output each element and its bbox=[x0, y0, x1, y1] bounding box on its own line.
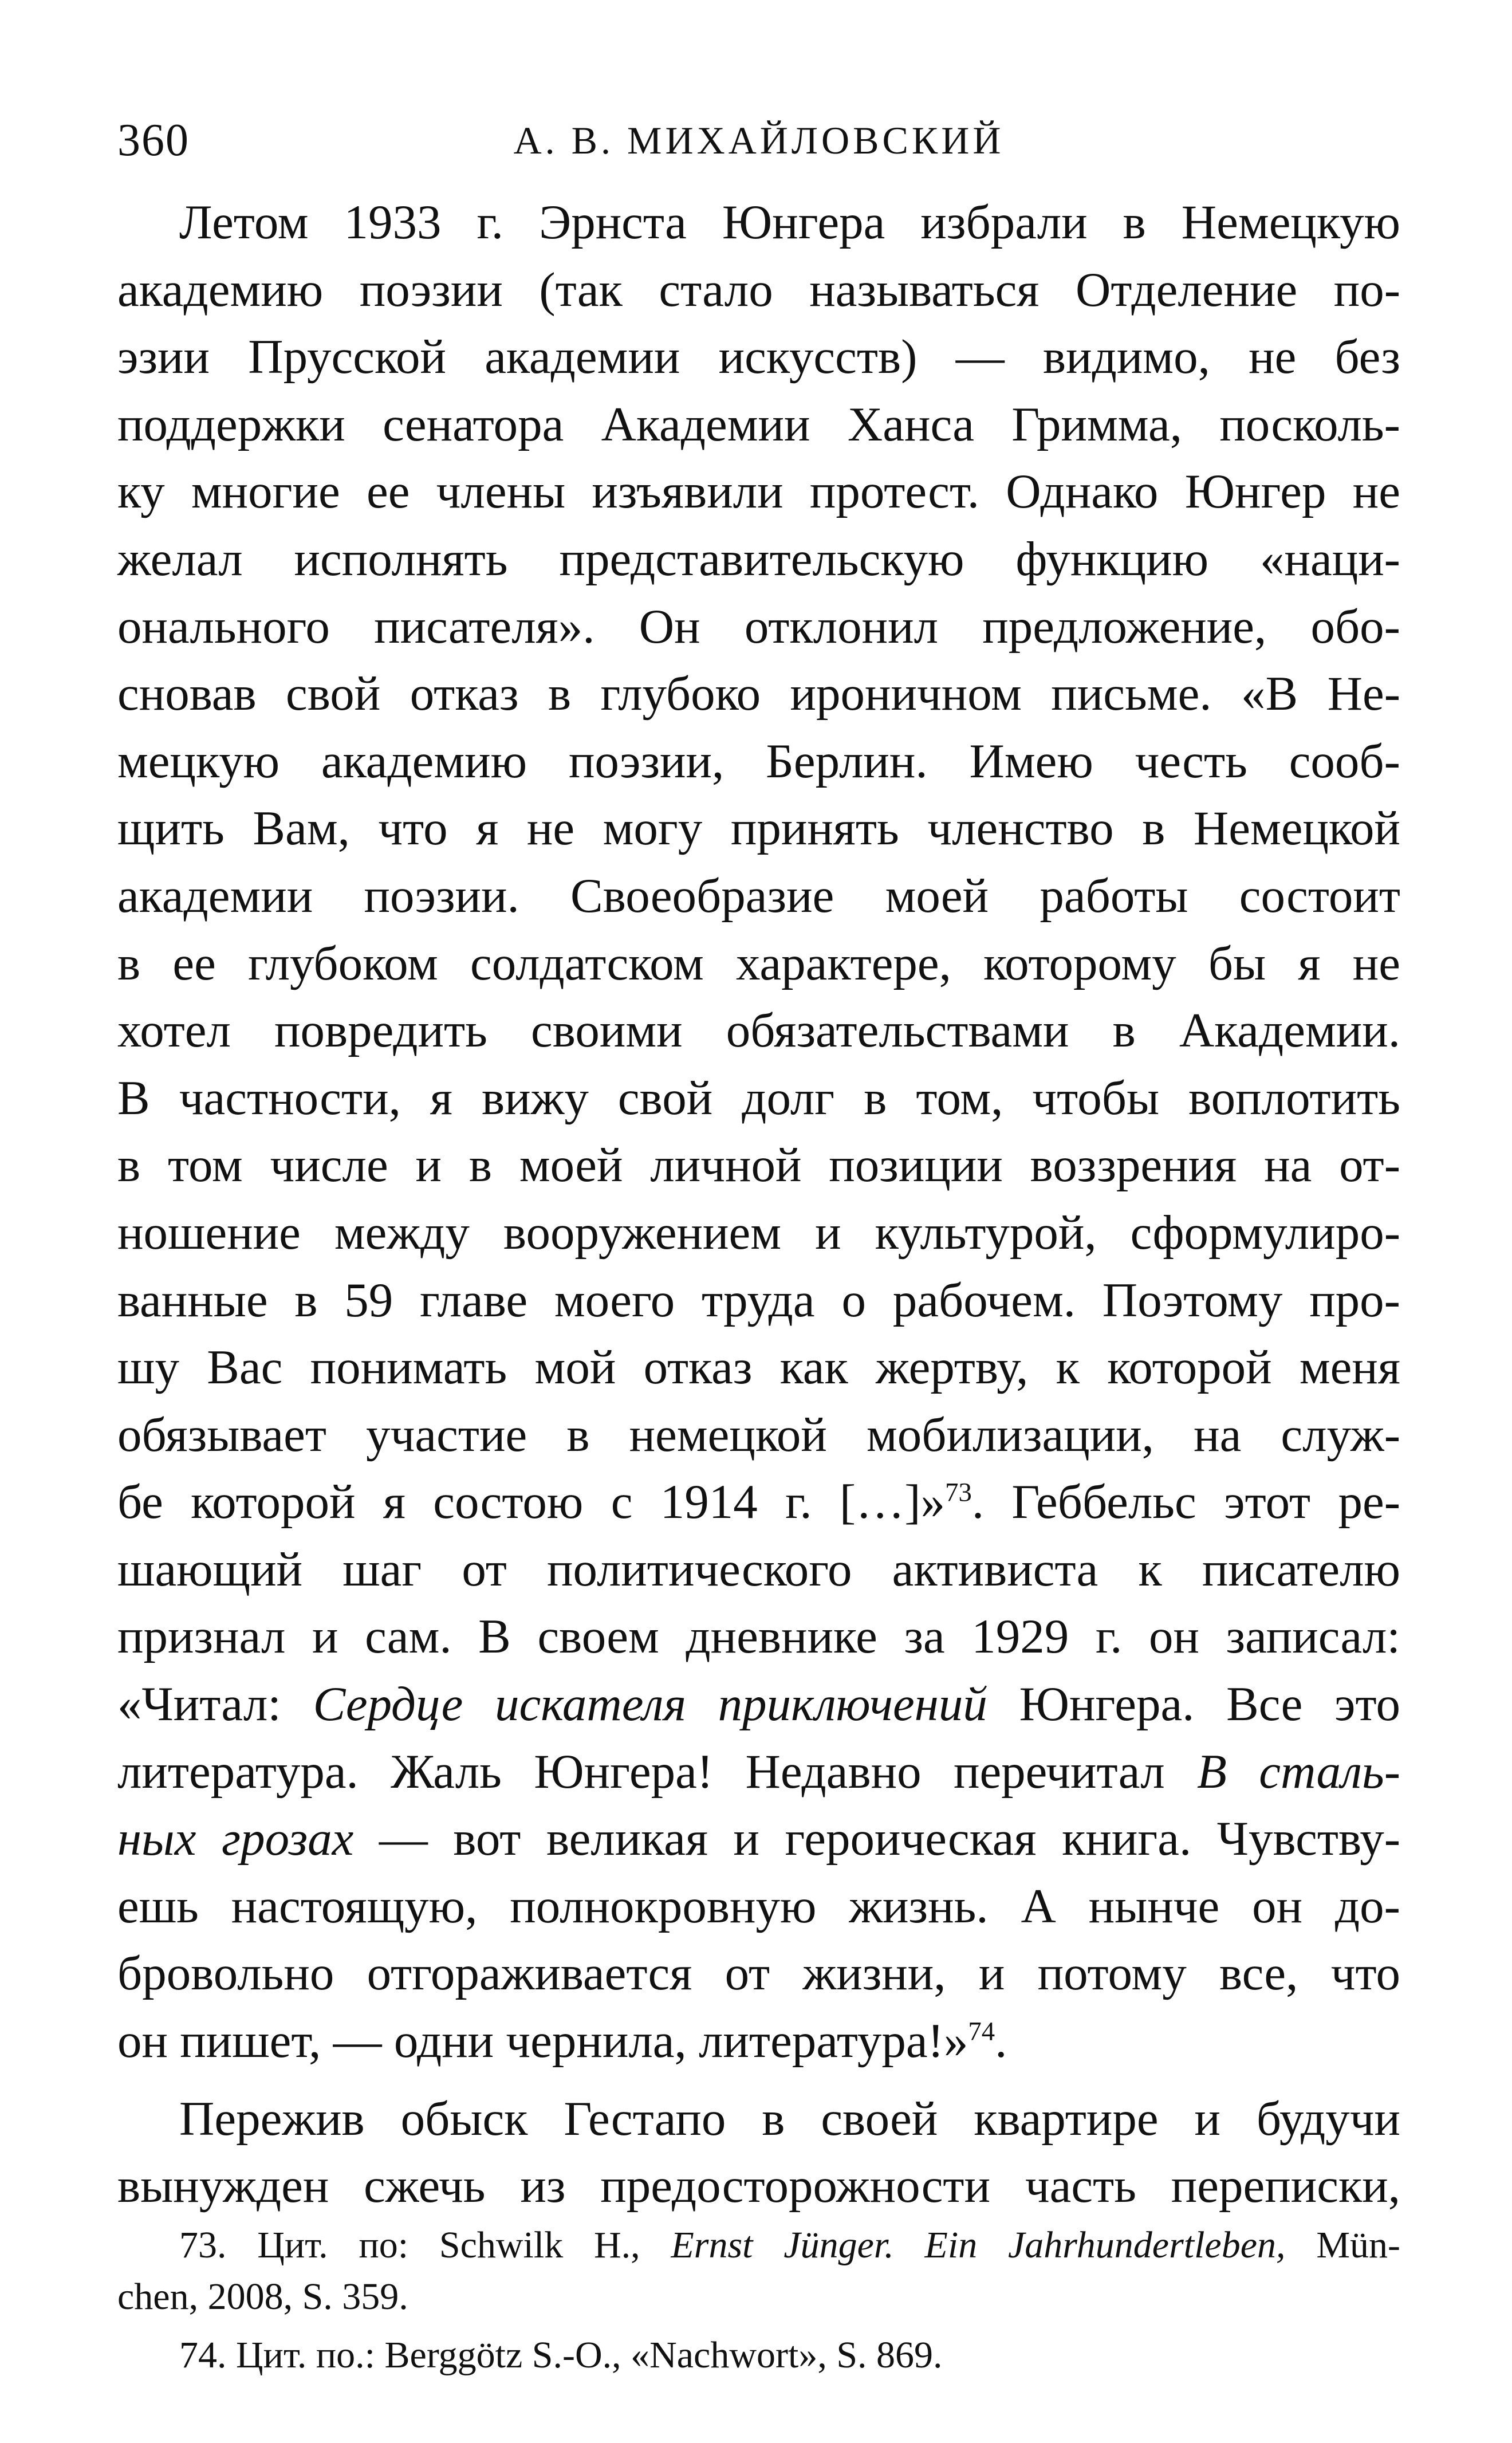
footnote-ref-74: 74 bbox=[968, 2016, 995, 2047]
text-line: мецкую академию поэзии, Берлин. Имею честь сооб- bbox=[117, 734, 1400, 788]
book-title: Сердце искателя приключений bbox=[313, 1677, 987, 1732]
footnote-74: 74. Цит. по.: Berggötz S.-O., «Nachwort», S. 869. bbox=[179, 2334, 943, 2376]
text-line bbox=[117, 1671, 1400, 1738]
page-header bbox=[117, 109, 1400, 172]
text-line: ванные в 59 главе моего труда о рабочем. Поэтому про- bbox=[117, 1273, 1400, 1327]
text-line: Летом 1933 г. Эрнста Юнгера избрали в Немецкую bbox=[179, 195, 1400, 249]
page-number: 360 bbox=[117, 115, 190, 166]
text-line: Пережив обыск Гестапо в своей квартире и будучи bbox=[179, 2091, 1400, 2146]
text-line: ношение между вооружением и культурой, сформулиро- bbox=[117, 1205, 1400, 1260]
text-line: онального писателя». Он отклонил предложение, обо- bbox=[117, 599, 1400, 654]
text-line: В частности, я вижу свой долг в том, чтобы воплотить bbox=[117, 1071, 1400, 1125]
running-head: А. В. МИХАЙЛОВСКИЙ bbox=[513, 119, 1005, 162]
text-fragment: . Геббельс этот ре- bbox=[971, 1475, 1401, 1529]
footnote-gap bbox=[117, 2323, 1400, 2330]
text-fragment: литература. Жаль Юнгера! Недавно перечитал bbox=[117, 1744, 1197, 1799]
text-fragment: . bbox=[995, 2014, 1007, 2068]
text-fragment: Юнгера. Все это bbox=[987, 1677, 1400, 1732]
text-line: академии поэзии. Своеобразие моей работы состоит bbox=[117, 868, 1400, 923]
text-line bbox=[117, 1738, 1400, 1806]
text-fragment: он пишет, — одни чернила, литература!» bbox=[117, 2014, 968, 2068]
main-text bbox=[117, 189, 1400, 2220]
text-line: в ее глубоком солдатском характере, которому бы я не bbox=[117, 936, 1400, 990]
book-title: В сталь- bbox=[1197, 1744, 1401, 1799]
text-line: хотел повредить своими обязательствами в Академии. bbox=[117, 1004, 1400, 1058]
text-line: ешь настоящую, полнокровную жизнь. А нынче он до- bbox=[117, 1879, 1400, 1933]
paragraph-gap bbox=[117, 2075, 1400, 2086]
text-line: шающий шаг от политического активиста к писателю bbox=[117, 1542, 1400, 1596]
text-line: вынужден сжечь из предосторожности часть переписки, bbox=[117, 2159, 1400, 2213]
text-fragment: «Читал: bbox=[117, 1677, 313, 1732]
text-line: эзии Прусской академии искусств) — видимо, не без bbox=[117, 330, 1400, 384]
text-line: поддержки сенатора Академии Ханса Гримма, посколь- bbox=[117, 397, 1400, 451]
text-line bbox=[117, 1469, 1400, 1536]
footnote-book-title: Ernst Jünger. Ein Jahrhundertleben, bbox=[671, 2224, 1286, 2266]
text-line: желал исполнять представительскую функцию «нaци- bbox=[117, 532, 1400, 586]
text-line: в том числе и в моей личной позиции воззрения на от- bbox=[117, 1138, 1400, 1193]
text-line: признал и сам. В своем дневнике за 1929 г. он записал: bbox=[117, 1610, 1400, 1664]
text-line: щить Вам, что я не могу принять членство в Немецкой bbox=[117, 801, 1400, 856]
text-line: обязывает участие в немецкой мобилизации, на служ- bbox=[117, 1407, 1400, 1462]
text-line: ку многие ее члены изъявили протест. Однако Юнгер не bbox=[117, 465, 1400, 519]
text-fragment: — вот великая и героическая книга. Чувству- bbox=[353, 1812, 1401, 1866]
text-line: сновав свой отказ в глубоко ироничном письме. «В Не- bbox=[117, 667, 1400, 721]
footnote-ref-73: 73 bbox=[945, 1477, 972, 1508]
footnote-text: Mün- bbox=[1285, 2224, 1400, 2266]
book-title: ных грозах bbox=[117, 1812, 354, 1866]
text-line bbox=[117, 2008, 1400, 2075]
text-fragment: бе которой я состою с 1914 г. […]» bbox=[117, 1475, 946, 1529]
text-line: бровольно отгораживается от жизни, и потому все, что bbox=[117, 1946, 1400, 2001]
footnote-73 bbox=[117, 2220, 1400, 2271]
text-line: шу Вас понимать мой отказ как жертву, к которой меня bbox=[117, 1340, 1400, 1395]
footnote-73-continuation: chen, 2008, S. 359. bbox=[117, 2276, 408, 2318]
text-line: академию поэзии (так стало называться Отделение по- bbox=[117, 262, 1400, 317]
text-line bbox=[117, 1805, 1400, 1873]
footnote-text: 73. Цит. по: Schwilk H., bbox=[179, 2224, 671, 2266]
footnotes bbox=[117, 2220, 1400, 2381]
